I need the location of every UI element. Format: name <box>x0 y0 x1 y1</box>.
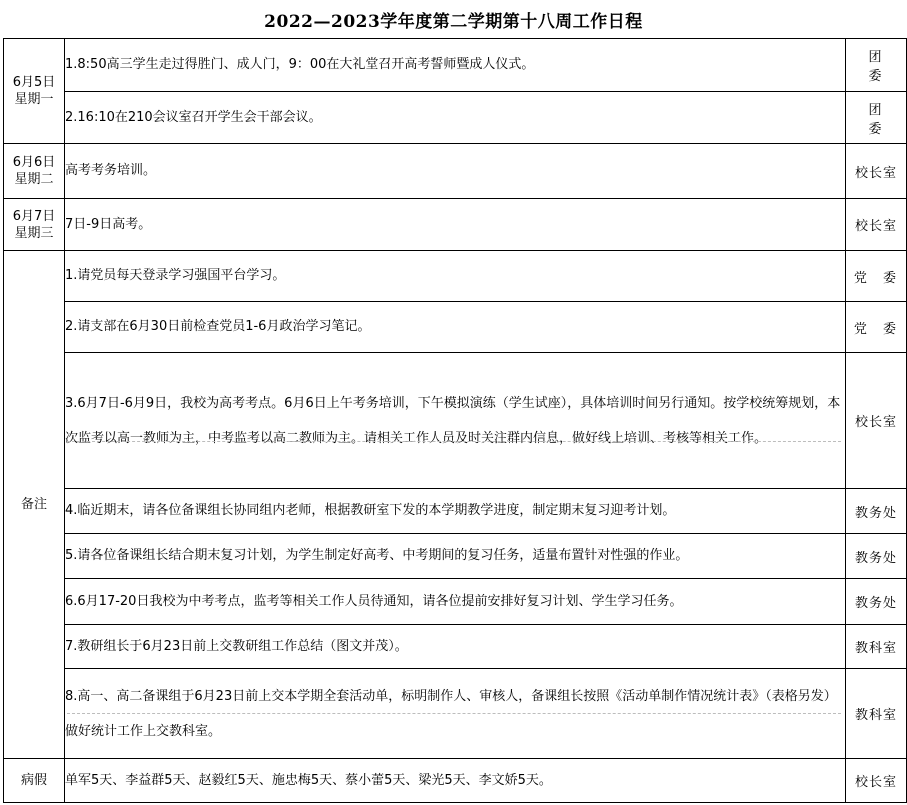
dept-cell: 教务处 <box>846 489 907 534</box>
date-cell-mon <box>4 39 65 144</box>
table-row <box>4 302 907 353</box>
table-row <box>4 92 907 144</box>
table-row <box>4 39 907 92</box>
guide-line <box>67 713 841 714</box>
weekday-label: 星期三 <box>14 225 54 241</box>
dept-cell: 教科室 <box>846 669 907 759</box>
table-row <box>4 144 907 199</box>
date-label: 6月5日 <box>12 75 56 90</box>
page-title: 2022—2023学年度第二学期第十八周工作日程 <box>264 11 643 32</box>
task-text: 2.16:10在210会议室召开学生会干部会议。 <box>65 92 846 144</box>
note-text: 8.高一、高二备课组于6月23日前上交本学期全套活动单，标明制作人、审核人，备课组长按照《活动单制作情况统计表》（表格另发）做好统计工作上交教科室。 <box>65 669 846 759</box>
schedule-table <box>3 38 907 803</box>
table-row <box>4 199 907 251</box>
dept-cell: 校长室 <box>846 199 907 251</box>
sick-leave-label: 病假 <box>4 759 65 803</box>
task-text: 1.8:50高三学生走过得胜门、成人门，9：00在大礼堂召开高考誓师暨成人仪式。 <box>65 39 846 92</box>
guide-line <box>67 441 841 442</box>
dept-cell: 校长室 <box>846 353 907 489</box>
dept-cell: 党 委 <box>846 251 907 302</box>
sick-leave-text: 单军5天、李益群5天、赵毅红5天、施忠梅5天、蔡小蕾5天、梁光5天、李文娇5天。 <box>65 759 846 803</box>
note-text: 6.6月17-20日我校为中考考点，监考等相关工作人员待通知，请各位提前安排好复习计划、学生学习任务。 <box>65 579 846 625</box>
dept-cell: 教科室 <box>846 625 907 669</box>
table-row <box>4 534 907 579</box>
note-text: 2.请支部在6月30日前检查党员1-6月政治学习笔记。 <box>65 302 846 353</box>
weekday-label: 星期二 <box>14 172 54 187</box>
note-text: 4.临近期末，请各位备课组长协同组内老师，根据教研室下发的本学期教学进度，制定期末复习迎考计划。 <box>65 489 846 534</box>
note-text: 3.6月7日-6月9日，我校为高考考点。6月6日上午考务培训，下午模拟演练（学生试座），具体培训时间另行通知。按学校统筹规划，本次监考以高一教师为主，中考监考以高二教师为主。请相关工作人员及时关注群内信息，做好线上培训、考核等相关工作。 <box>65 353 846 489</box>
note-text: 5.请各位备课组长结合期末复习计划，为学生制定好高考、中考期间的复习任务，适量布置针对性强的作业。 <box>65 534 846 579</box>
date-label: 6月6日 <box>12 155 56 170</box>
table-row <box>4 759 907 803</box>
date-cell-wed <box>4 199 65 251</box>
date-label: 6月7日 <box>12 208 56 224</box>
dept-cell: 教务处 <box>846 534 907 579</box>
task-text: 高考考务培训。 <box>65 144 846 199</box>
table-row <box>4 625 907 669</box>
dept-cell: 教务处 <box>846 579 907 625</box>
table-row <box>4 579 907 625</box>
table-row <box>4 489 907 534</box>
task-text: 7日-9日高考。 <box>65 199 846 251</box>
dept-cell: 团 委 <box>846 39 907 92</box>
dept-cell: 团 委 <box>846 92 907 144</box>
dept-cell: 党 委 <box>846 302 907 353</box>
note-text: 1.请党员每天登录学习强国平台学习。 <box>65 251 846 302</box>
table-row <box>4 251 907 302</box>
dept-cell: 校长室 <box>846 759 907 803</box>
dept-cell: 校长室 <box>846 144 907 199</box>
notes-label-cell: 备注 <box>4 251 65 759</box>
table-row <box>4 353 907 489</box>
note-text: 7.教研组长于6月23日前上交教研组工作总结（图文并茂）。 <box>65 625 846 669</box>
date-cell-tue <box>4 144 65 199</box>
weekday-label: 星期一 <box>14 92 54 107</box>
